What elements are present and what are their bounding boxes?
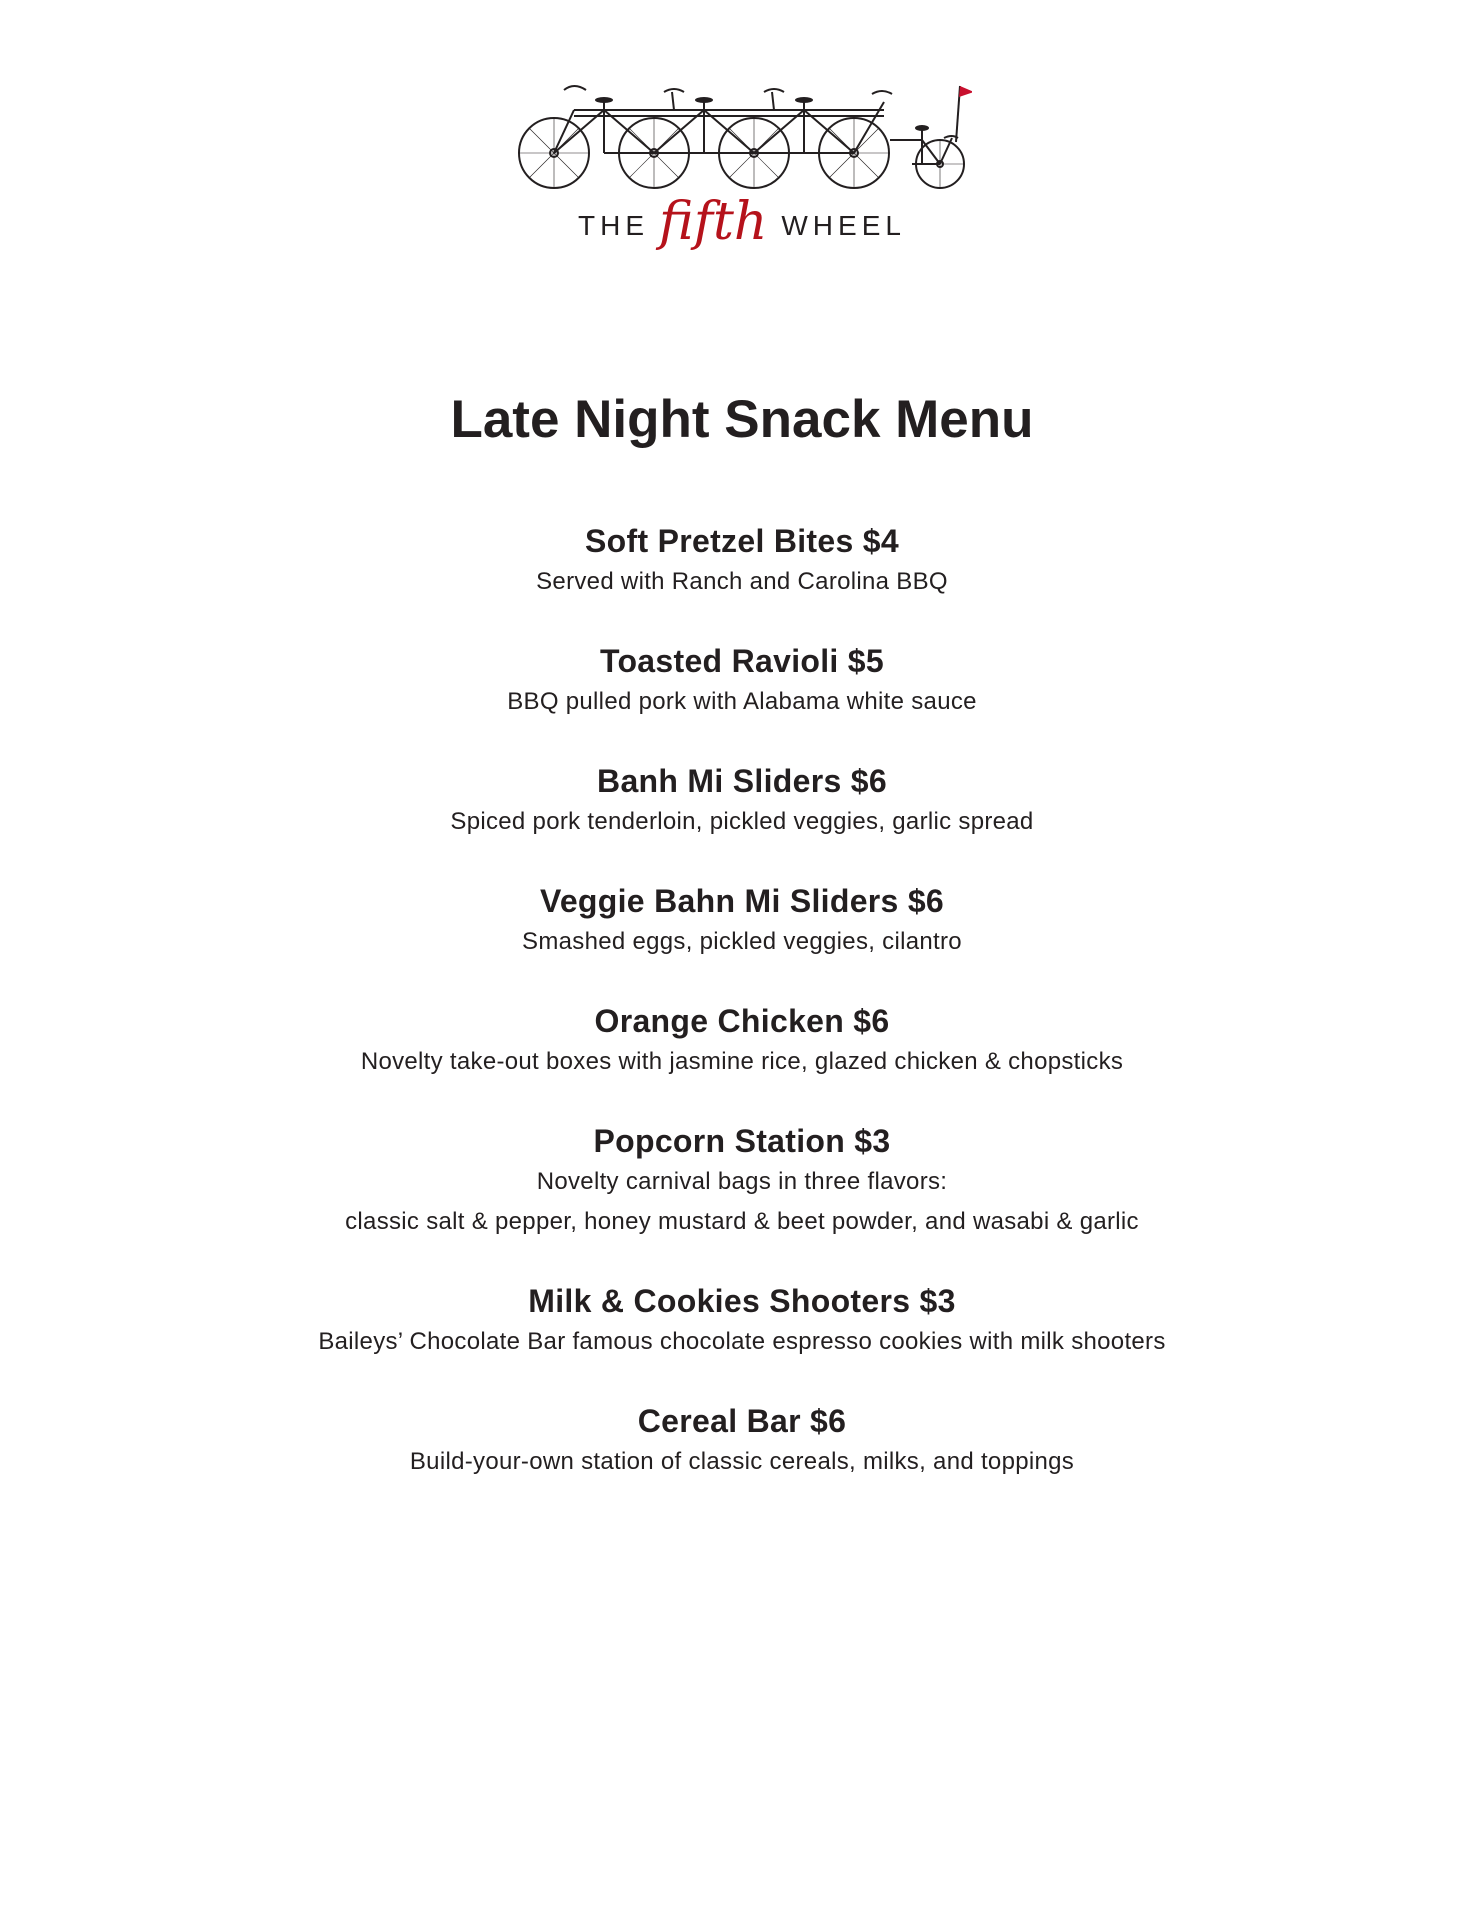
menu-item-description: Build-your-own station of classic cereals, milks, and toppings: [409, 1448, 1075, 1475]
menu-item-name: Orange Chicken $6: [594, 1003, 890, 1039]
wordmark: [0, 192, 1484, 256]
menu-item-name: Veggie Bahn Mi Sliders $6: [539, 883, 945, 919]
logo: [0, 80, 1484, 190]
menu-item: [0, 1000, 1484, 1082]
menu-item: [0, 880, 1484, 962]
menu-item-description: Smashed eggs, pickled veggies, cilantro: [522, 928, 962, 955]
menu-item-name: Popcorn Station $3: [593, 1123, 891, 1159]
wordmark-fifth: fifth: [659, 192, 768, 252]
menu-item-description: classic salt & pepper, honey mustard & beet powder, and wasabi & garlic: [345, 1208, 1139, 1235]
menu-item-name: Banh Mi Sliders $6: [597, 763, 887, 799]
menu-item-description: Served with Ranch and Carolina BBQ: [536, 568, 948, 595]
menu-item-list: [0, 520, 1484, 1520]
wordmark-wheel: WHEEL: [781, 210, 906, 241]
menu-item-description: Baileys’ Chocolate Bar famous chocolate espresso cookies with milk shooters: [318, 1328, 1166, 1355]
menu-item: [0, 1400, 1484, 1482]
menu-item: [0, 640, 1484, 722]
menu-item-name: Milk & Cookies Shooters $3: [528, 1283, 956, 1319]
menu-item-description: Spiced pork tenderloin, pickled veggies, garlic spread: [450, 808, 1034, 835]
menu-item-name: Soft Pretzel Bites $4: [585, 523, 899, 559]
menu-item: [0, 760, 1484, 842]
menu-item: [0, 520, 1484, 602]
menu-item-description: Novelty take-out boxes with jasmine rice, glazed chicken & chopsticks: [360, 1048, 1124, 1075]
tandem-bicycle-icon: [512, 80, 972, 190]
menu-item: [0, 1280, 1484, 1362]
menu-item-description: Novelty carnival bags in three flavors:: [536, 1168, 948, 1195]
menu-item-name: Toasted Ravioli $5: [599, 643, 884, 679]
menu-item: [0, 1120, 1484, 1242]
wordmark-the: THE: [578, 210, 650, 241]
menu-item-name: Cereal Bar $6: [637, 1403, 847, 1439]
menu-title: Late Night Snack Menu: [450, 390, 1034, 449]
menu-item-description: BBQ pulled pork with Alabama white sauce: [507, 688, 977, 715]
